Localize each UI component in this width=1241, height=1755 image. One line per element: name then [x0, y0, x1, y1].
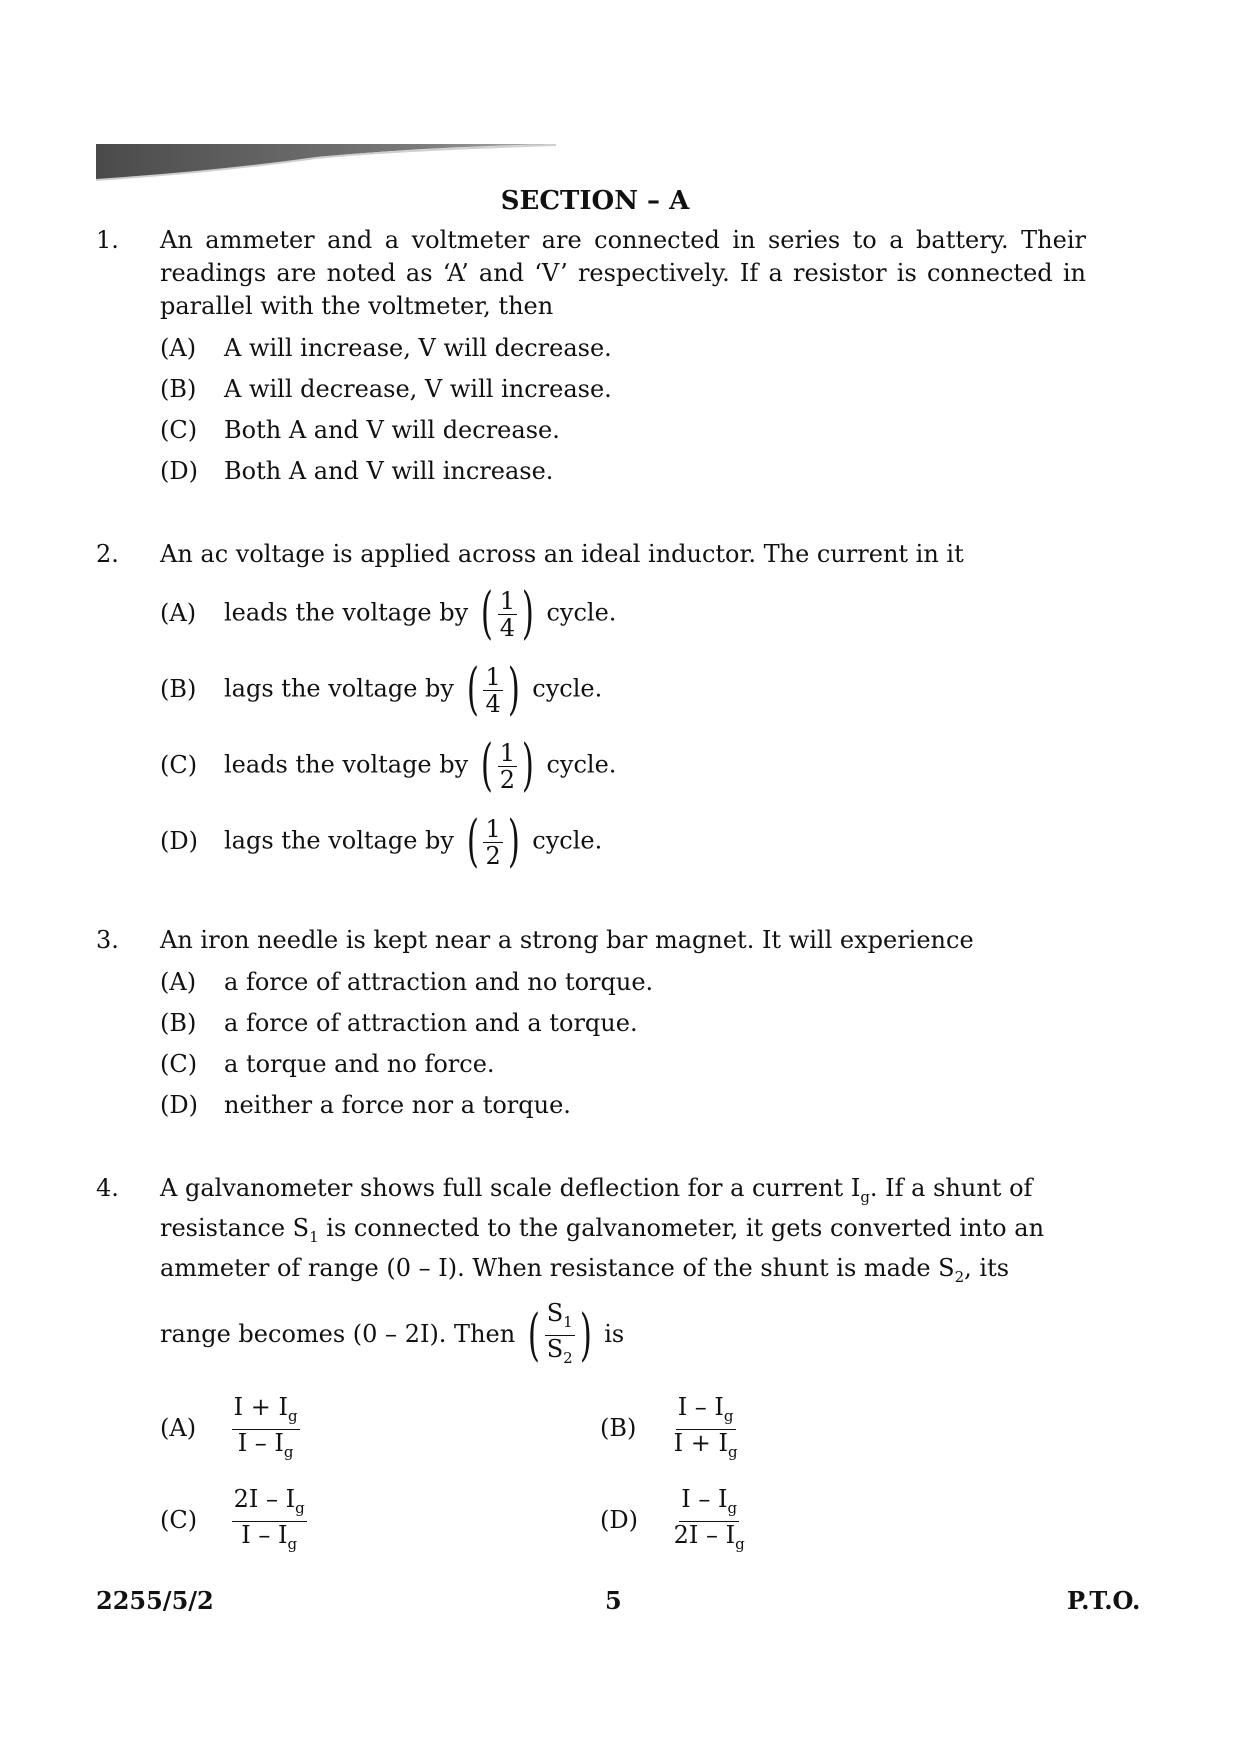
q4-text-line-3: [160, 1252, 1009, 1294]
fraction-denominator: I – I: [237, 1429, 284, 1457]
fraction-in-parentheses: ( $\frac{1}{4}$ ): [466, 657, 520, 722]
question-text: is: [604, 1320, 625, 1348]
fraction-in-parentheses: ( $\frac{1}{2}$ ): [466, 809, 520, 874]
option-label: (B): [160, 1009, 197, 1037]
page-number: 5: [605, 1586, 622, 1615]
option-label: (D): [160, 1091, 198, 1119]
option-text: lags the voltage by: [224, 826, 454, 855]
subscript: g: [287, 1535, 298, 1553]
question-number: 2.: [96, 540, 119, 568]
section-heading: SECTION – A: [500, 186, 690, 216]
question-text: , its: [964, 1254, 1010, 1282]
option-label: (D): [160, 826, 198, 855]
option-text: Both A and V will decrease.: [224, 416, 560, 444]
fraction-numerator: 1: [485, 662, 501, 691]
q4-option-c: [160, 1486, 307, 1557]
question-text: range becomes (0 – 2I). Then: [160, 1320, 516, 1348]
q3-option-c: [160, 1048, 495, 1081]
option-text-end: cycle.: [546, 598, 617, 627]
fraction-numerator: 2I – I: [233, 1485, 296, 1513]
option-label: (C): [160, 1050, 198, 1078]
q1-option-a: [160, 332, 612, 365]
subscript: 1: [563, 1313, 573, 1331]
q3-option-a: [160, 966, 653, 999]
please-turn-over: P.T.O.: [1067, 1586, 1141, 1615]
question-text: ammeter of range (0 – I). When resistance of the shunt is made S: [160, 1254, 955, 1282]
subscript: g: [727, 1443, 738, 1461]
option-label: (D): [160, 457, 198, 485]
subscript: 2: [563, 1349, 573, 1367]
fraction-denominator: 2: [499, 765, 515, 794]
question-text: resistance S: [160, 1214, 310, 1242]
q3-option-d: [160, 1089, 571, 1122]
option-text: leads the voltage by: [224, 750, 469, 779]
question-number: 3.: [96, 926, 119, 954]
q1-option-c: [160, 414, 560, 447]
q4-option-b: [600, 1394, 740, 1465]
option-label: (A): [160, 334, 197, 362]
subscript: g: [295, 1499, 305, 1517]
subscript: g: [287, 1407, 298, 1425]
q1-option-d: [160, 455, 553, 488]
q3-option-b: [160, 1007, 638, 1040]
fraction-numerator: I – I: [677, 1393, 724, 1421]
option-label: (C): [160, 1506, 198, 1534]
question-text: . If a shunt of: [869, 1174, 1033, 1202]
option-text: a force of attraction and a torque.: [224, 1009, 638, 1037]
option-text: Both A and V will increase.: [224, 457, 554, 485]
fraction-numerator: 1: [499, 738, 515, 767]
option-text: A will increase, V will decrease.: [224, 334, 612, 362]
option-text: A will decrease, V will increase.: [224, 375, 612, 403]
subscript: g: [735, 1535, 745, 1553]
fraction-numerator: 1: [485, 814, 501, 843]
option-text: a torque and no force.: [224, 1050, 495, 1078]
fraction-denominator: 4: [485, 689, 501, 718]
q2-option-d: [160, 809, 603, 874]
fraction-numerator: 1: [499, 586, 515, 615]
option-text: leads the voltage by: [224, 598, 469, 627]
subscript: g: [283, 1443, 294, 1461]
question-text: An ac voltage is applied across an ideal inductor. The current in it: [160, 540, 964, 568]
header-decoration-bar: [96, 144, 556, 184]
option-label: (C): [160, 750, 198, 779]
question-text: is connected to the galvanometer, it gets converted into an: [318, 1214, 1045, 1242]
subscript: 2: [954, 1268, 965, 1286]
option-text-end: cycle.: [546, 750, 617, 779]
q4-text-line-1: [160, 1172, 1086, 1214]
option-text-end: cycle.: [532, 826, 603, 855]
question-number: 1.: [96, 226, 119, 254]
q4-text-line-4: [160, 1300, 624, 1371]
option-label: (A): [160, 1414, 197, 1442]
subscript: 1: [309, 1228, 319, 1246]
q4-option-a: [160, 1394, 300, 1465]
subscript: g: [727, 1499, 738, 1517]
q4-option-d: [600, 1486, 747, 1557]
fraction-denominator: I + I: [673, 1429, 728, 1457]
fraction-in-parentheses: ( $\frac{1}{2}$ ): [480, 733, 534, 798]
fraction-numerator: I – I: [681, 1485, 728, 1513]
option-text: neither a force nor a torque.: [224, 1091, 571, 1119]
question-text: An iron needle is kept near a strong bar magnet. It will experience: [160, 926, 974, 954]
fraction-numerator: I + I: [233, 1393, 288, 1421]
paper-code: 2255/5/2: [96, 1586, 214, 1615]
fraction-denominator: I – I: [241, 1521, 288, 1549]
question-text: An ammeter and a voltmeter are connected in series to a battery. Their readings are noted as ‘A’ and ‘V’ respectively. If a resistor is connected in parallel with the voltmeter, then: [160, 226, 1086, 320]
option-label: (C): [160, 416, 198, 444]
q2-option-b: [160, 657, 603, 722]
question-text: A galvanometer shows full scale deflection for a current I: [160, 1174, 861, 1202]
fraction-denominator: 2I – I: [673, 1521, 736, 1549]
fraction-numerator: S: [546, 1299, 564, 1327]
option-label: (A): [160, 598, 197, 627]
option-label: (B): [160, 674, 197, 703]
fraction-denominator: S: [546, 1335, 564, 1363]
fraction-denominator: 2: [485, 841, 501, 870]
option-text: a force of attraction and no torque.: [224, 968, 654, 996]
subscript: g: [860, 1188, 870, 1206]
option-text-end: cycle.: [532, 674, 603, 703]
option-label: (B): [600, 1414, 637, 1442]
option-label: (A): [160, 968, 197, 996]
q4-text-line-2: [160, 1212, 1044, 1254]
option-label: (B): [160, 375, 197, 403]
subscript: g: [723, 1407, 734, 1425]
option-text: lags the voltage by: [224, 674, 454, 703]
q2-option-c: [160, 733, 617, 798]
option-label: (D): [600, 1506, 638, 1534]
fraction-in-parentheses: ( $\frac{S_1}{S_2}$ ): [527, 1299, 592, 1368]
fraction-denominator: 4: [499, 613, 515, 642]
fraction-in-parentheses: ( $\frac{1}{4}$ ): [480, 581, 534, 646]
question-number: 4.: [96, 1174, 119, 1202]
q1-option-b: [160, 373, 612, 406]
q2-option-a: [160, 581, 617, 646]
